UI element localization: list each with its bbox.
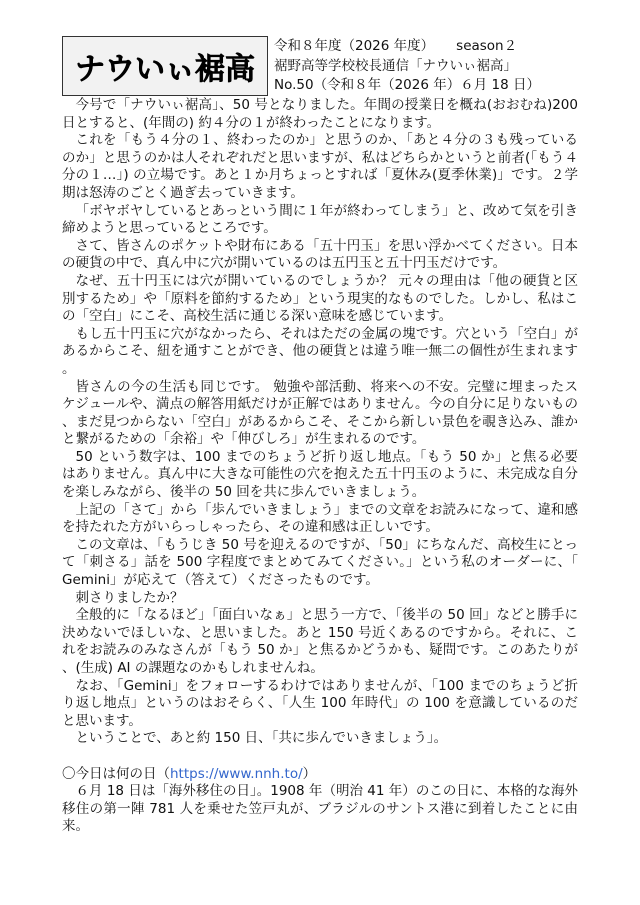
paragraph: 皆さんの今の生活も同じです。 勉強や部活動、将来への不安。完璧に埋まったスケジュールや、満点の解答用紙だけが正解ではありません。今の自分に足りないもの、まだ見つからない「空白」があるからこそ、そこから新しい景色を覗き込み、誰かと繋がるための「余裕」や「伸びしろ」が生まれるのです。: [62, 378, 578, 448]
today-heading: [62, 766, 578, 784]
season-label: season２: [456, 38, 518, 54]
paragraph: 刺さりましたか？: [75, 589, 184, 606]
paragraph: さて、皆さんのポケットや財布にある「五十円玉」を思い浮かべてください。日本の硬貨の中で、真ん中に穴が開いているのは五円玉と五十円玉だけです。: [62, 237, 578, 272]
paragraph: これを「もう４分の１、終わったのか」と思うのか、「あと４分の３も残っているのか」と思うのかは人それぞれだと思いますが、私はどちらかというと前者(「もう４分の１…」) の立場です。あと１か月ちょっとすれば「夏休み(夏季休業)」です。２学期は怒涛のごとく過ぎ去っていきます。: [62, 132, 578, 201]
paragraph: この文章は、「もうじき 50 号を迎えるのですが、「50」にちなんだ、高校生にとって「刺さる」話を 500 字程度でまとめてみてください。」という私のオーダーに、「Gemini」が応えて（答えて）くださったものです。: [62, 536, 578, 589]
spacer: [62, 748, 578, 766]
newsletter-logo: [62, 36, 268, 96]
article-body: [62, 97, 578, 836]
paragraph: 上記の「さて」から「歩んでいきましょう」までの文章をお読みになって、違和感を持たれた方がいらっしゃったら、その違和感は正しいです。: [62, 501, 578, 536]
logo-text: ナウいぃ裾高: [75, 52, 255, 87]
paragraph: もし五十円玉に穴がなかったら、それはただの金属の塊です。穴という「空白」があるからこそ、紐を通すことができ、他の硬貨とは違う唯一無二の個性が生まれます。: [62, 325, 578, 377]
header-info: [274, 37, 578, 96]
today-heading-label: 〇今日は何の日（: [62, 765, 170, 782]
newsletter-header: [62, 36, 578, 96]
header-year-line: [274, 37, 578, 57]
paragraph: なお、「Gemini」をフォローするわけではありませんが、「100 までのちょうど折り返し地点」というのはおそらく、「人生 100 年時代」の 100 を意識しているのだと思います。: [62, 677, 578, 729]
newsletter-title: 裾野高等学校校長通信「ナウいぃ裾高」: [274, 57, 517, 74]
paragraph: ということで、あと約 150 日、「共に歩んでいきましょう」。: [75, 730, 448, 747]
issue-number-date: No.50（令和８年（2026 年）６月 18 日）: [274, 77, 540, 93]
paragraph: 「ボヤボヤしているとあっという間に１年が終わってしまう」と、改めて気を引き締めようと思っているところです。: [62, 202, 578, 237]
paragraph: 全般的に「なるほど」「面白いなぁ」と思う一方で、「後半の 50 回」などと勝手に決めないでほしいな、と思いました。あと 150 号近くあるのですから。それに、これをお読みのみなさんが「もう 50 か」と焦るかどうかも、疑問です。このあたりが、(生成) AI の課題なのかもしれませんね。: [62, 607, 578, 676]
today-heading-close: ）: [302, 765, 317, 782]
fiscal-year: 令和８年度（2026 年度）: [274, 38, 435, 54]
paragraph: 50 という数字は、100 までのちょうど折り返し地点。「もう 50 か」と焦る必要はありません。真ん中に大きな可能性の穴を抱えた五十円玉のように、未完成な自分を楽しみながら、後半の 50 回を共に歩んでいきましょう。: [62, 448, 578, 501]
paragraph: 今号で「ナウいぃ裾高」、50 号となりました。年間の授業日を概ね(おおむね)200 日とすると、(年間の) 約４分の１が終わったことになります。: [62, 97, 578, 131]
paragraph: なぜ、五十円玉には穴が開いているのでしょうか？ 元々の理由は「他の硬貨と区別するため」や「原料を節約するため」という現実的なものでした。しかし、私はこの「空白」にこそ、高校生活に通じる深い意味を感じています。: [62, 272, 578, 325]
today-source-link[interactable]: https://www.nnh.to/: [170, 765, 303, 782]
today-text: ６月 18 日は「海外移住の日」。1908 年（明治 41 年）のこの日に、本格的な海外移住の第一陣 781 人を乗せた笠戸丸が、ブラジルのサントス港に到着したことに由来。: [62, 783, 578, 835]
